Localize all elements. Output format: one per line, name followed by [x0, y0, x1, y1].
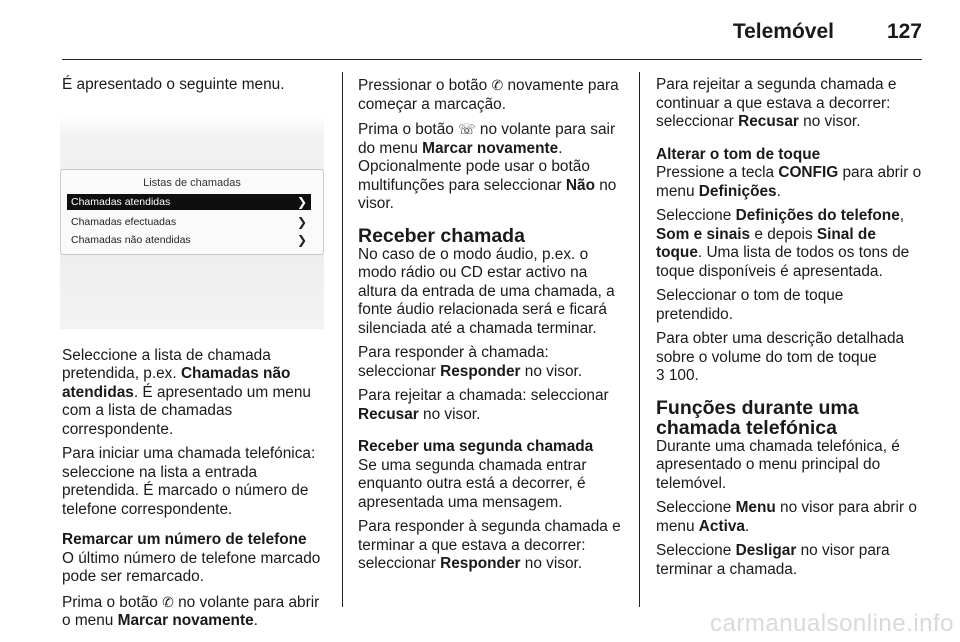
phone-call-icon: ✆ [162, 593, 174, 610]
column-divider [639, 72, 640, 607]
paragraph: Prima o botão ✆ no volante para abrir o menu Marcar novamente. [62, 593, 320, 629]
paragraph: Durante uma chamada telefónica, é apresentado o menu principal do telemóvel. [656, 437, 900, 492]
paragraph: Para iniciar uma chamada telefónica: seleccione na lista a entrada pretendida. É marcado o número de telefone correspondente. [62, 445, 316, 518]
paragraph: Para obter uma descrição detalhada sobre o volume do tom de toque 3 100. [656, 330, 905, 384]
section-heading: Receber chamada [358, 224, 525, 247]
call-lists-menu [60, 169, 324, 255]
menu-item-answered [67, 194, 311, 210]
menu-item-label: Chamadas efectuadas [71, 215, 177, 228]
menu-screenshot [60, 115, 324, 329]
menu-item-made [67, 214, 311, 230]
page-number: 127 [886, 20, 922, 43]
column-2 [358, 76, 626, 580]
column-1 [62, 76, 330, 637]
paragraph: Seleccione Definições do telefone, Som e sinais e depois Sinal de toque. Uma lista de todos os tons de toque disponíveis é apresentada. [656, 207, 910, 280]
paragraph: Para responder à segunda chamada e terminar a que estava a decorrer: seleccionar Responder no visor. [358, 518, 621, 572]
paragraph: No caso de o modo áudio, p.ex. o modo rádio ou CD estar activo na altura da entrada de uma chamada, a fonte áudio relacionada será e ficará silenciada até a chamada terminar. [358, 245, 615, 337]
menu-title: Listas de chamadas [143, 176, 241, 189]
menu-item-label: Chamadas atendidas [71, 195, 171, 208]
subsection-heading: Alterar o tom de toque [656, 145, 821, 163]
intro-text: É apresentado o seguinte menu. [62, 76, 285, 93]
paragraph: Seleccione a lista de chamada pretendida, p.ex. Chamadas não atendidas. É apresentado um menu com a lista de chamadas correspondente. [62, 346, 311, 438]
section-heading: Funções durante uma chamada telefónica [656, 396, 859, 439]
column-divider [342, 72, 343, 607]
page-reference: 3 100. [656, 367, 699, 384]
paragraph: Seleccione Desligar no visor para terminar a chamada. [656, 542, 890, 578]
watermark: carmanualsonline.info [710, 610, 954, 637]
column-3 [656, 76, 924, 585]
chevron-right-icon: ❯ [296, 232, 307, 247]
paragraph: O último número de telefone marcado pode ser remarcado. [62, 549, 321, 585]
paragraph: Pressionar o botão ✆ novamente para começar a marcação. [358, 77, 619, 113]
paragraph: Pressione a tecla CONFIG para abrir o menu Definições. [656, 164, 922, 200]
page-header [62, 18, 922, 52]
end-call-icon: ☏ [458, 121, 476, 137]
page-title: Telemóvel [732, 20, 834, 43]
paragraph: Para rejeitar a chamada: seleccionar Recusar no visor. [358, 387, 609, 423]
menu-item-label: Chamadas não atendidas [71, 233, 191, 246]
chevron-right-icon: ❯ [296, 194, 307, 209]
paragraph: Prima o botão ☏ no volante para sair do menu Marcar novamente. Opcionalmente pode usar o botão multifunções para seleccionar Não no visor. [358, 121, 617, 212]
paragraph: Para responder à chamada: seleccionar Responder no visor. [358, 344, 583, 380]
paragraph: Seleccione Menu no visor para abrir o menu Activa. [656, 499, 917, 535]
paragraph: Seleccionar o tom de toque pretendido. [656, 287, 844, 323]
section-heading: Remarcar um número de telefone [62, 531, 307, 548]
chevron-right-icon: ❯ [296, 214, 307, 229]
paragraph: Se uma segunda chamada entrar enquanto outra está a decorrer, é apresentada uma mensagem. [358, 456, 587, 511]
phone-call-icon: ✆ [491, 77, 504, 93]
menu-item-missed [67, 232, 311, 248]
subsection-heading: Receber uma segunda chamada [358, 438, 594, 455]
header-rule [62, 59, 922, 60]
paragraph: Para rejeitar a segunda chamada e continuar a que estava a decorrer: seleccionar Recusar no visor. [656, 76, 897, 130]
